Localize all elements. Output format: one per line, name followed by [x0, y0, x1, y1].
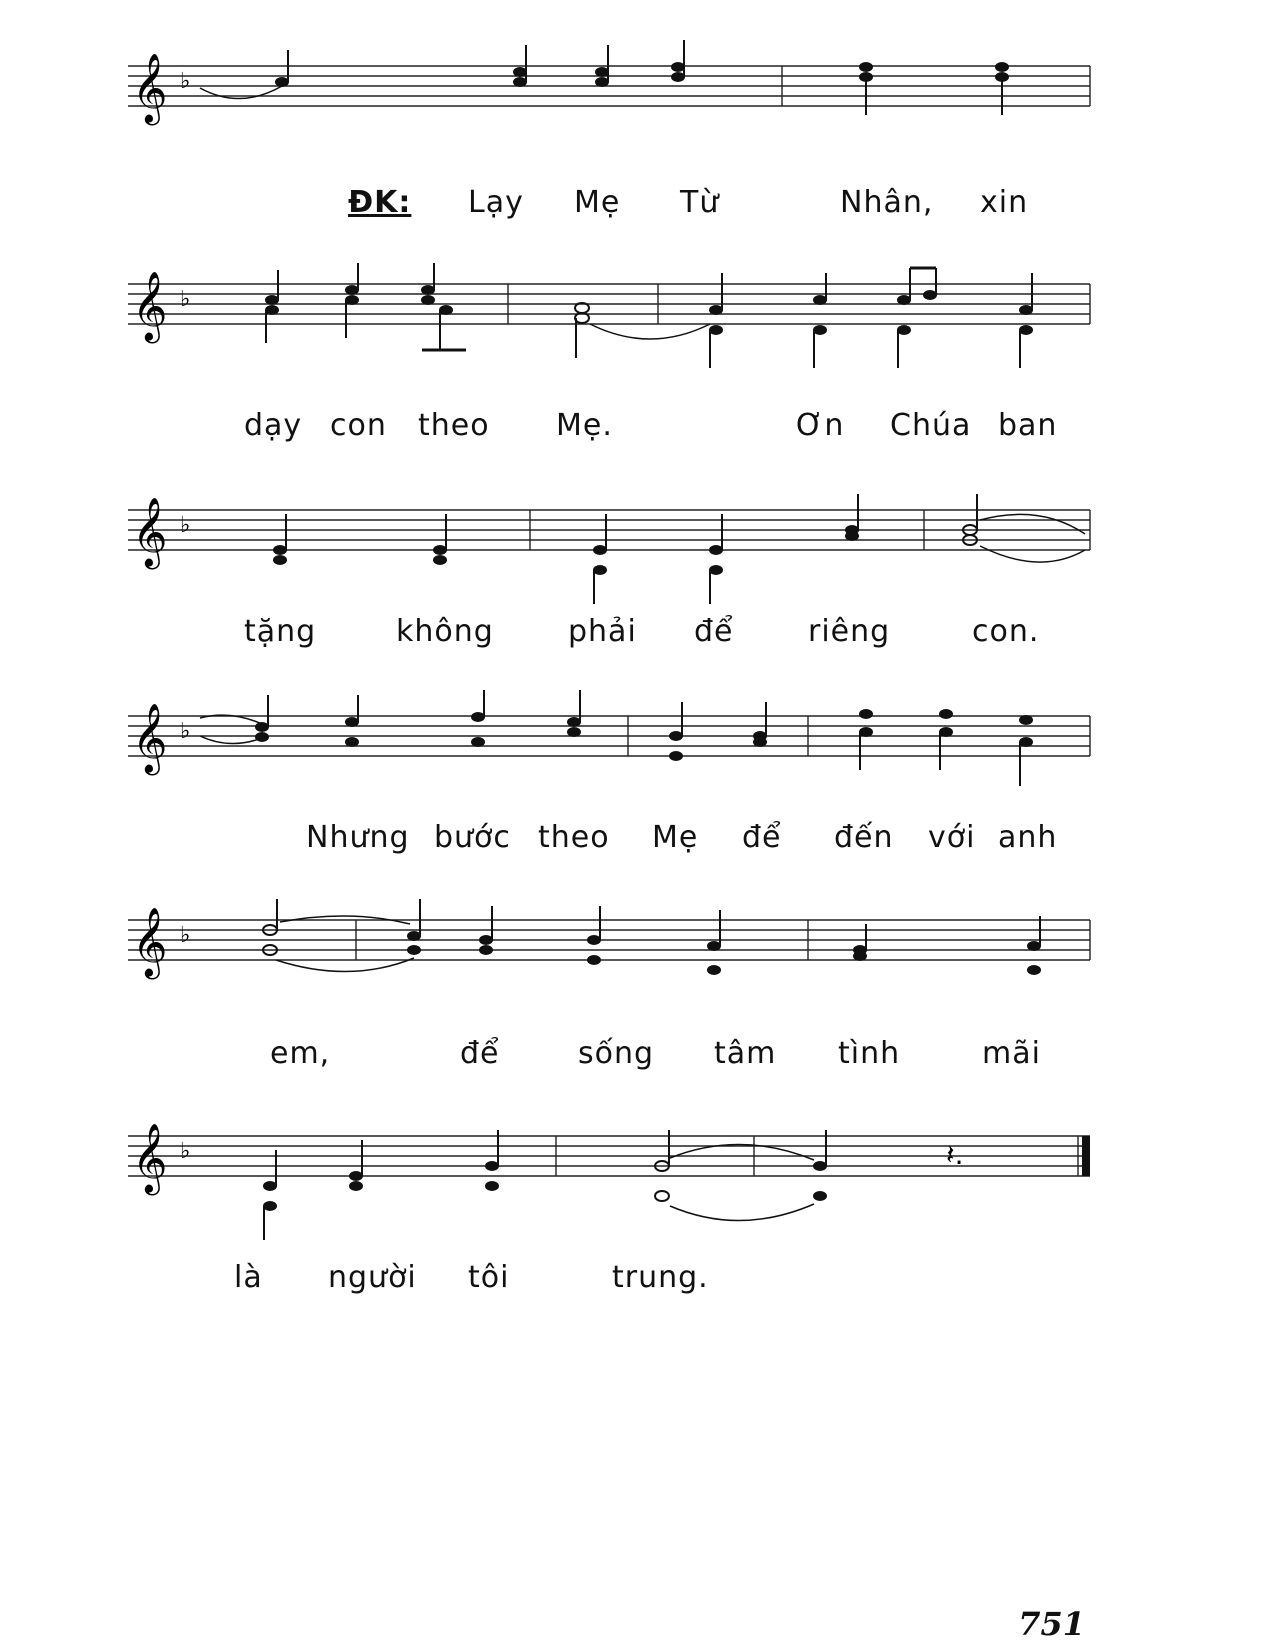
lyric-syllable: theo — [538, 820, 610, 855]
lyric-syllable: trung. — [612, 1260, 709, 1295]
lyrics-line-5 — [0, 1036, 1275, 1086]
music-system-2 — [0, 258, 1275, 458]
notes — [266, 263, 1032, 368]
lyric-syllable: để — [742, 820, 782, 855]
lyric-syllable: mãi — [982, 1036, 1041, 1071]
lyric-syllable: không — [396, 614, 494, 649]
music-system-5 — [0, 894, 1275, 1094]
lyric-syllable: tâm — [714, 1036, 777, 1071]
lyrics-line-6 — [0, 1260, 1275, 1310]
lyric-syllable: bước — [434, 820, 511, 855]
dotted-rest-icon: 𝄽. — [946, 1138, 964, 1171]
treble-clef-icon: 𝄞 — [132, 907, 168, 977]
lyric-syllable: tôi — [468, 1260, 510, 1295]
lyric-syllable: người — [328, 1260, 417, 1295]
lyric-syllable: phải — [568, 614, 637, 649]
final-barline — [1082, 1136, 1090, 1176]
treble-clef-icon: 𝄞 — [132, 271, 168, 341]
page-number: 751 — [1018, 1605, 1085, 1643]
music-system-6 — [0, 1110, 1275, 1310]
treble-clef-icon: 𝄞 — [132, 703, 168, 773]
music-system-1 — [0, 40, 1275, 240]
treble-clef-icon: 𝄞 — [132, 53, 168, 123]
lyric-syllable: sống — [578, 1036, 655, 1071]
lyric-syllable: anh — [998, 820, 1058, 855]
lyric-syllable: Ơn — [796, 408, 845, 443]
notes — [200, 690, 1032, 786]
lyric-syllable: con. — [972, 614, 1040, 649]
lyrics-line-4 — [0, 820, 1275, 870]
lyric-syllable: Mẹ — [574, 185, 621, 220]
lyric-syllable: tặng — [244, 614, 317, 649]
lyric-syllable: dạy — [244, 408, 303, 443]
lyric-syllable: đến — [834, 820, 894, 855]
lyrics-line-2 — [0, 408, 1275, 458]
music-system-3 — [0, 484, 1275, 684]
flat-key-signature-icon: ♭ — [180, 1139, 191, 1164]
treble-clef-icon: 𝄞 — [132, 1123, 168, 1193]
lyric-syllable: Chúa — [890, 408, 972, 443]
refrain-marker: ĐK: — [348, 185, 412, 220]
lyric-syllable: Nhưng — [306, 820, 410, 855]
lyric-syllable: ban — [998, 408, 1058, 443]
lyric-syllable: Mẹ — [652, 820, 699, 855]
lyric-syllable: Nhân, — [840, 185, 934, 220]
flat-key-signature-icon: ♭ — [180, 69, 191, 94]
lyrics-line-1 — [0, 185, 1275, 235]
lyric-syllable: con — [330, 408, 387, 443]
lyric-syllable: là — [234, 1260, 263, 1295]
lyrics-line-3 — [0, 614, 1275, 664]
flat-key-signature-icon: ♭ — [180, 513, 191, 538]
lyric-syllable: em, — [270, 1036, 331, 1071]
notes — [200, 40, 1008, 115]
lyric-syllable: Từ — [680, 185, 720, 220]
lyric-syllable: Mẹ. — [556, 408, 613, 443]
lyric-syllable: riêng — [808, 614, 891, 649]
lyric-syllable: để — [694, 614, 734, 649]
lyric-syllable: theo — [418, 408, 490, 443]
lyric-syllable: Lạy — [468, 185, 524, 220]
treble-clef-icon: 𝄞 — [132, 497, 168, 567]
lyric-syllable: với — [928, 820, 976, 855]
music-system-4 — [0, 690, 1275, 890]
flat-key-signature-icon: ♭ — [180, 719, 191, 744]
lyric-syllable: tình — [838, 1036, 901, 1071]
notes — [263, 899, 1040, 974]
lyric-syllable: để — [460, 1036, 500, 1071]
flat-key-signature-icon: ♭ — [180, 923, 191, 948]
flat-key-signature-icon: ♭ — [180, 287, 191, 312]
lyric-syllable: xin — [980, 185, 1029, 220]
